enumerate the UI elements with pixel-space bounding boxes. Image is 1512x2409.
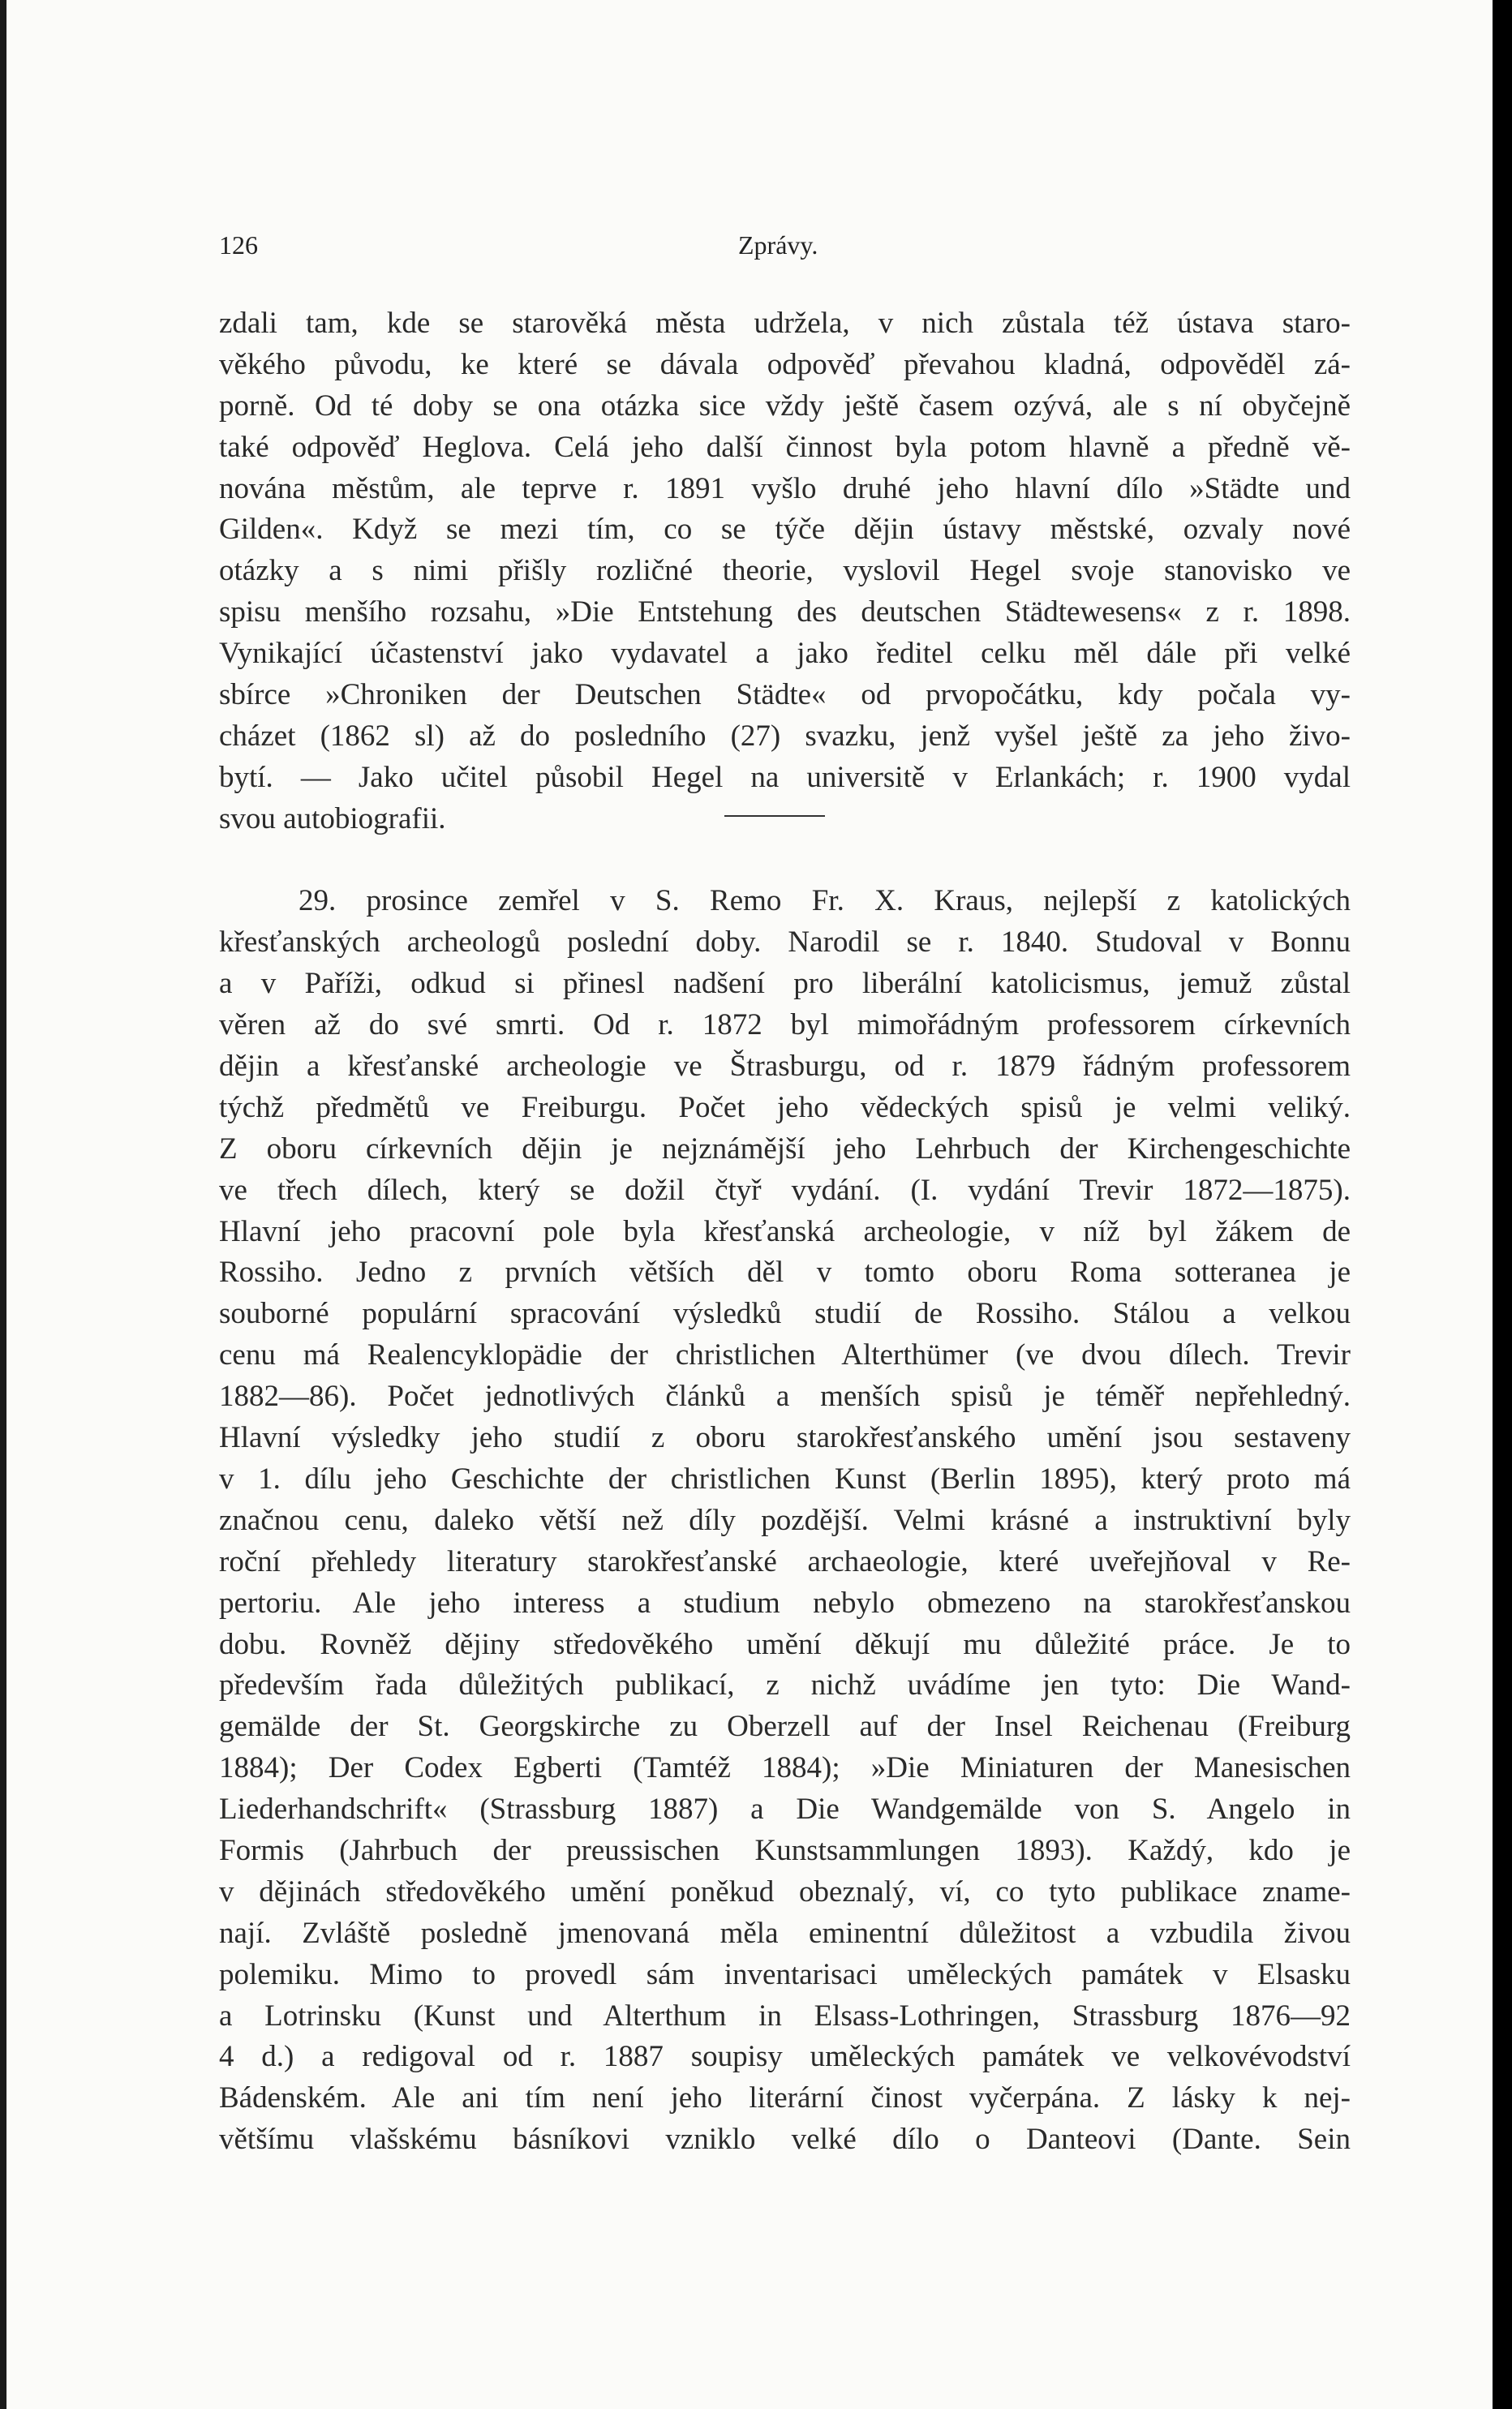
scan-right-border (1493, 0, 1512, 2409)
text-line: Liederhandschrift« (Strassburg 1887) a Die Wandgemälde von S. Angelo in (219, 1793, 1351, 1827)
text-line: a Lotrinsku (Kunst und Alterthum in Elsass-Lothringen, Strassburg 1876—92 (219, 1999, 1351, 2033)
text-line: značnou cenu, daleko větší než díly pozdější. Velmi krásné a instruktivní byly (219, 1503, 1351, 1537)
text-line: 1884); Der Codex Egberti (Tamtéž 1884); »Die Miniaturen der Manesischen (219, 1751, 1351, 1785)
text-line: zdali tam, kde se starověká města udržela, v nich zůstala též ústava staro- (219, 307, 1351, 340)
body-text (219, 303, 1351, 2161)
text-line: otázky a s nimi přišly rozličné theorie, vyslovil Hegel svoje stanovisko ve (219, 554, 1351, 588)
text-line: cházet (1862 sl) až do posledního (27) svazku, jenž vyšel ještě za jeho živo- (219, 719, 1351, 753)
text-line: nována městům, ale teprve r. 1891 vyšlo druhé jeho hlavní dílo »Städte und (219, 471, 1351, 505)
text-line: polemiku. Mimo to provedl sám inventarisaci uměleckých památek v Elsasku (219, 1957, 1351, 1991)
text-line: v 1. dílu jeho Geschichte der christlichen Kunst (Berlin 1895), který proto má (219, 1462, 1351, 1496)
text-line: také odpověď Heglova. Celá jeho další činnost byla potom hlavně a předně vě- (219, 430, 1351, 464)
text-line: porně. Od té doby se ona otázka sice vždy ještě časem ozývá, ale s ní obyčejně (219, 389, 1351, 423)
text-line: především řada důležitých publikací, z nichž uvádíme jen tyto: Die Wand- (219, 1668, 1351, 1703)
text-line: dějin a křesťanské archeologie ve Štrasburgu, od r. 1879 řádným professorem (219, 1050, 1351, 1084)
text-line-last: svou autobiografii. (219, 801, 446, 835)
text-line: věren až do své smrti. Od r. 1872 byl mimořádným professorem církevních (219, 1008, 1351, 1042)
text-line: Vynikající účastenství jako vydavatel a jako ředitel celku měl dále při velké (219, 637, 1351, 671)
text-line: Bádenském. Ale ani tím není jeho literární činost vyčerpána. Z lásky k nej- (219, 2081, 1351, 2115)
running-head (219, 230, 1351, 269)
text-line: Z oboru církevních dějin je nejznámější jeho Lehrbuch der Kirchengeschichte (219, 1132, 1351, 1166)
text-line: dobu. Rovněž dějiny středověkého umění děkují mu důležité práce. Je to (219, 1627, 1351, 1661)
text-line: většímu vlašskému básníkovi vzniklo velké dílo o Danteovi (Dante. Sein (219, 2123, 1351, 2157)
text-line: v dějinách středověkého umění poněkud obeznalý, ví, co tyto publikace zname- (219, 1874, 1351, 1909)
page-title: Zprávy. (738, 230, 818, 260)
text-line: cenu má Realencyklopädie der christlichen Alterthümer (ve dvou dílech. Trevir (219, 1338, 1351, 1372)
section-gap (219, 840, 1351, 882)
text-line: Formis (Jahrbuch der preussischen Kunstsammlungen 1893). Každý, kdo je (219, 1833, 1351, 1867)
text-line: roční přehledy literatury starokřesťanské archaeologie, které uveřejňoval v Re- (219, 1544, 1351, 1578)
text-line: Rossiho. Jedno z prvních větších děl v tomto oboru Roma sotteranea je (219, 1256, 1351, 1290)
text-line: Hlavní výsledky jeho studií z oboru starokřesťanského umění jsou sestaveny (219, 1421, 1351, 1455)
scan-left-edge (0, 0, 6, 2409)
text-line-first: 29. prosince zemřel v S. Remo Fr. X. Kraus, nejlepší z katolických (299, 884, 1351, 918)
paragraph-kraus (219, 881, 1351, 2161)
text-line: bytí. — Jako učitel působil Hegel na universitě v Erlankách; r. 1900 vydal (219, 760, 1351, 794)
paragraph-hegel (219, 303, 1351, 840)
page-number: 126 (219, 230, 258, 260)
text-line: spisu menšího rozsahu, »Die Entstehung des deutschen Städtewesens« z r. 1898. (219, 595, 1351, 629)
text-line: souborné populární spracování výsledků studií de Rossiho. Stálou a velkou (219, 1297, 1351, 1331)
text-line: 1882—86). Počet jednotlivých článků a menších spisů je téměř nepřehledný. (219, 1380, 1351, 1414)
text-line: gemälde der St. Georgskirche zu Oberzell auf der Insel Reichenau (Freiburg (219, 1710, 1351, 1744)
text-line: ve třech dílech, který se dožil čtyř vydání. (I. vydání Trevir 1872—1875). (219, 1173, 1351, 1207)
text-line: a v Paříži, odkud si přinesl nadšení pro liberální katolicismus, jemuž zůstal (219, 967, 1351, 1001)
text-line: 4 d.) a redigoval od r. 1887 soupisy uměleckých památek ve velkovévodství (219, 2040, 1351, 2074)
text-line: nají. Zvláště posledně jmenovaná měla eminentní důležitost a vzbudila živou (219, 1916, 1351, 1950)
text-line: sbírce »Chroniken der Deutschen Städte« od prvopočátku, kdy počala vy- (219, 678, 1351, 712)
text-line: týchž předmětů ve Freiburgu. Počet jeho vědeckých spisů je velmi veliký. (219, 1090, 1351, 1124)
text-line: křesťanských archeologů poslední doby. Narodil se r. 1840. Studoval v Bonnu (219, 925, 1351, 960)
text-line: věkého původu, ke které se dávala odpověď převahou kladná, odpověděl zá- (219, 347, 1351, 381)
text-line: Gilden«. Když se mezi tím, co se týče dějin ústavy městské, ozvaly nové (219, 513, 1351, 547)
section-divider-rule (724, 815, 825, 817)
text-line: Hlavní jeho pracovní pole byla křesťanská archeologie, v níž byl žákem de (219, 1214, 1351, 1248)
text-line: pertoriu. Ale jeho interess a studium nebylo obmezeno na starokřesťanskou (219, 1586, 1351, 1620)
